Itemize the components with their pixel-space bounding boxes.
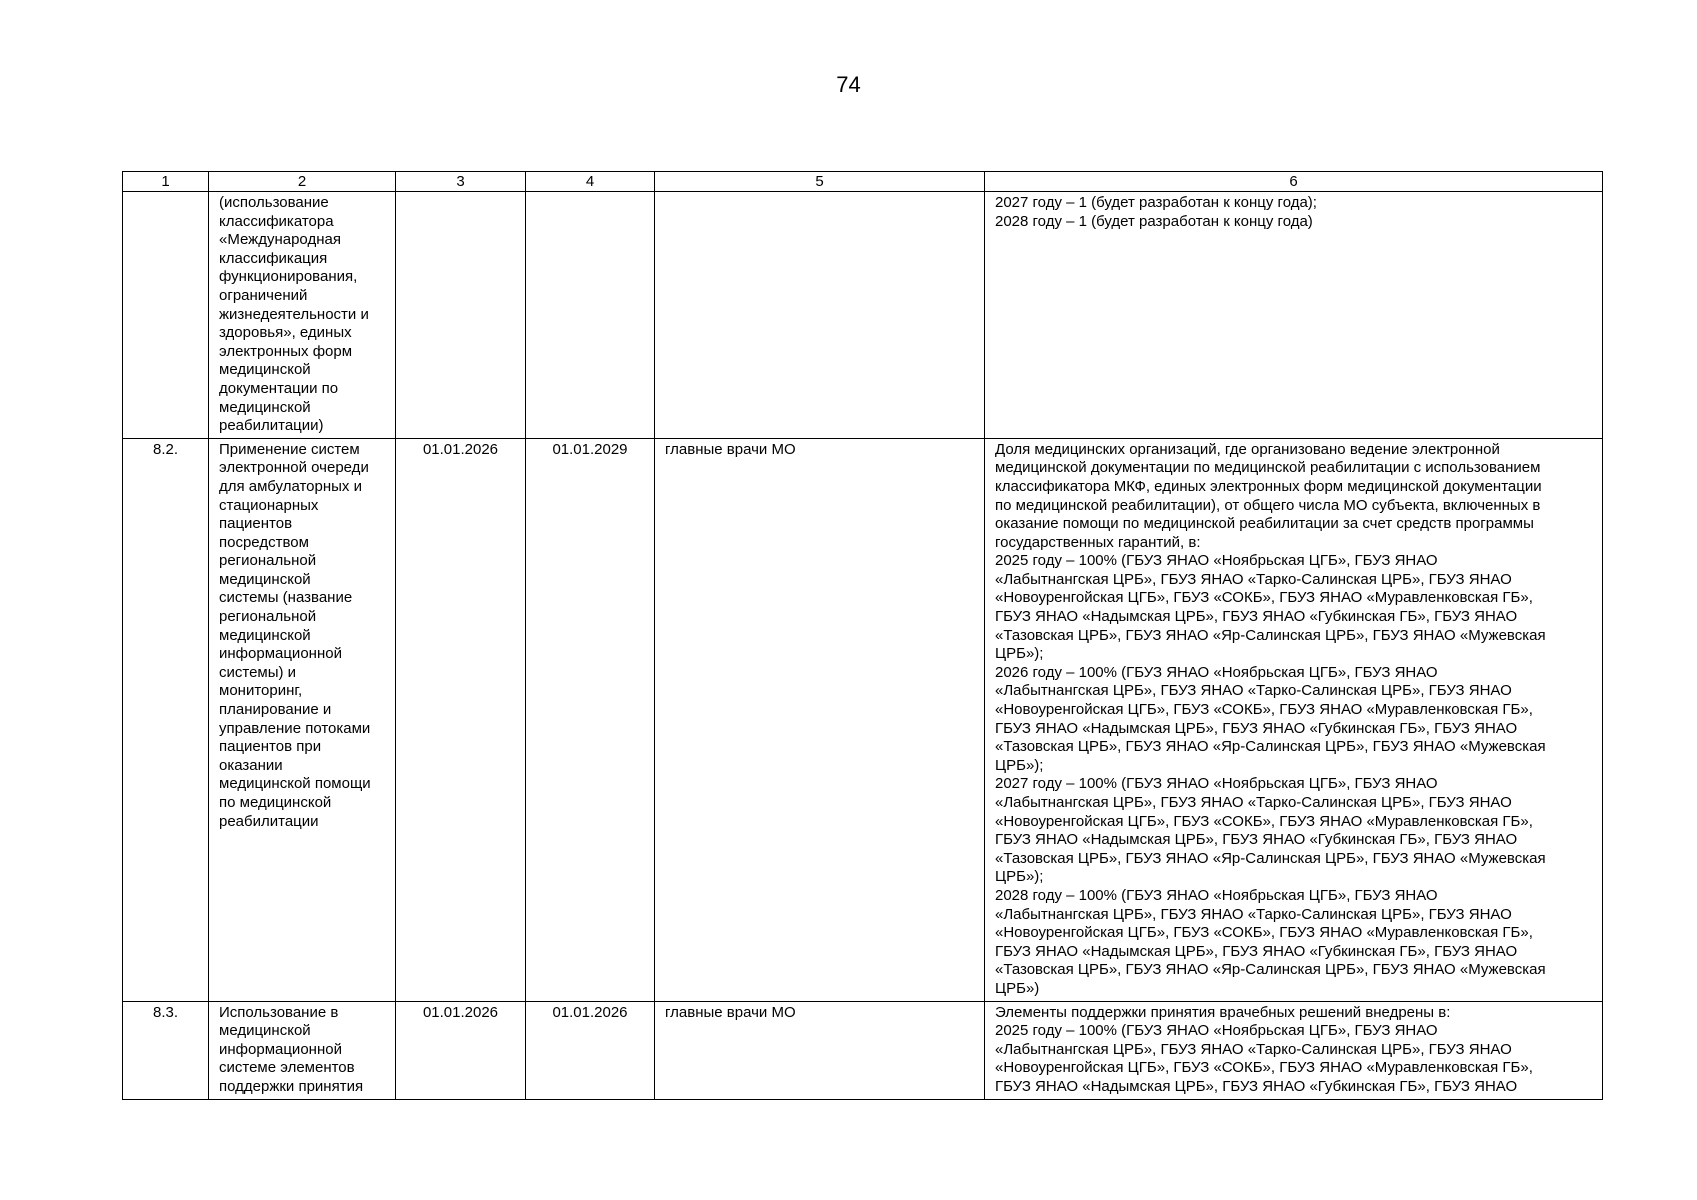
result-cell-line: «Тазовская ЦРБ», ГБУЗ ЯНАО «Яр-Салинская ЦРБ», ГБУЗ ЯНАО «Мужевская [995,961,1546,979]
item-number-cell [123,192,209,439]
result-cell-line: «Лабытнангская ЦРБ», ГБУЗ ЯНАО «Тарко-Салинская ЦРБ», ГБУЗ ЯНАО [995,570,1512,588]
item-number-cell: 8.3. [123,1001,209,1099]
activity-cell-line: электронных форм [219,342,353,360]
measures-table [122,171,1603,1100]
result-cell-line: Доля медицинских организаций, где организовано ведение электронной [995,440,1500,458]
activity-cell-line: медицинской [219,626,311,644]
activity-cell-line: системы) и [219,663,297,681]
result-cell-line: «Новоуренгойская ЦГБ», ГБУЗ «СОКБ», ГБУЗ ЯНАО «Муравленковская ГБ», [995,589,1533,607]
result-cell-line: «Новоуренгойская ЦГБ», ГБУЗ «СОКБ», ГБУЗ ЯНАО «Муравленковская ГБ», [995,924,1533,942]
column-number-row [123,172,1603,192]
result-cell-line: ЦРБ»); [995,756,1044,774]
activity-cell-line: для амбулаторных и [219,477,362,495]
activity-cell-line: ограничений [219,286,308,304]
activity-cell-line: информационной [219,1040,342,1058]
column-number-3: 3 [396,172,526,192]
result-cell-line: ГБУЗ ЯНАО «Надымская ЦРБ», ГБУЗ ЯНАО «Губкинская ГБ», ГБУЗ ЯНАО [995,719,1518,737]
activity-cell-line: медицинской помощи [219,775,371,793]
result-cell-line: «Новоуренгойская ЦГБ», ГБУЗ «СОКБ», ГБУЗ ЯНАО «Муравленковская ГБ», [995,1059,1533,1077]
activity-cell-line: планирование и [219,701,332,719]
result-cell-line: «Новоуренгойская ЦГБ», ГБУЗ «СОКБ», ГБУЗ ЯНАО «Муравленковская ГБ», [995,701,1533,719]
activity-cell-line: оказании [219,756,283,774]
activity-cell-line: посредством [219,533,309,551]
activity-cell-line: поддержки принятия [219,1077,364,1095]
start-date-cell [396,192,526,439]
activity-cell-line: стационарных [219,496,319,514]
activity-cell-line: классификация [219,249,328,267]
activity-cell-line: классификатора [219,212,334,230]
result-cell-line: ЦРБ»); [995,645,1044,663]
activity-cell-line: системы (название [219,589,353,607]
activity-cell-line: управление потоками [219,719,371,737]
activity-cell-line: (использование [219,194,329,211]
activity-cell-line: медицинской [219,570,311,588]
result-cell-line: 2028 году – 100% (ГБУЗ ЯНАО «Ноябрьская ЦГБ», ГБУЗ ЯНАО [995,886,1438,904]
activity-cell-line: электронной очереди [219,459,369,477]
column-number-4: 4 [526,172,655,192]
activity-cell-line: мониторинг, [219,682,303,700]
result-cell-line: 2027 году – 100% (ГБУЗ ЯНАО «Ноябрьская ЦГБ», ГБУЗ ЯНАО [995,775,1438,793]
activity-cell-line: функционирования, [219,268,358,286]
activity-cell-line: документации по [219,379,339,397]
result-cell-line: по медицинской реабилитации), от общего числа МО субъекта, включенных в [995,496,1541,514]
activity-cell [209,438,396,1001]
activity-cell-line: Использование в [219,1003,339,1021]
end-date-cell: 01.01.2029 [526,438,655,1001]
responsible-cell [655,192,985,439]
column-number-6: 6 [985,172,1603,192]
result-cell-line: медицинской документации по медицинской реабилитации с использованием [995,459,1541,477]
column-number-2: 2 [209,172,396,192]
activity-cell-line: здоровья», единых [219,324,352,342]
result-cell-line: «Лабытнангская ЦРБ», ГБУЗ ЯНАО «Тарко-Салинская ЦРБ», ГБУЗ ЯНАО [995,682,1512,700]
page-number: 74 [836,72,861,97]
table-row [123,192,1603,439]
result-cell-line: 2026 году – 100% (ГБУЗ ЯНАО «Ноябрьская ЦГБ», ГБУЗ ЯНАО [995,663,1438,681]
table-row [123,1001,1603,1099]
result-cell-line: 2025 году – 100% (ГБУЗ ЯНАО «Ноябрьская ЦГБ», ГБУЗ ЯНАО [995,1022,1438,1040]
column-number-5: 5 [655,172,985,192]
result-cell-line: ГБУЗ ЯНАО «Надымская ЦРБ», ГБУЗ ЯНАО «Губкинская ГБ», ГБУЗ ЯНАО [995,942,1518,960]
result-cell-line: «Лабытнангская ЦРБ», ГБУЗ ЯНАО «Тарко-Салинская ЦРБ», ГБУЗ ЯНАО [995,794,1512,811]
end-date-cell: 01.01.2026 [526,1001,655,1099]
start-date-cell: 01.01.2026 [396,1001,526,1099]
result-cell-line: ГБУЗ ЯНАО «Надымская ЦРБ», ГБУЗ ЯНАО «Губкинская ГБ», ГБУЗ ЯНАО [995,831,1518,849]
table-row [123,438,1603,1001]
result-cell-line: «Лабытнангская ЦРБ», ГБУЗ ЯНАО «Тарко-Салинская ЦРБ», ГБУЗ ЯНАО [995,1040,1512,1058]
result-cell-line: 2028 году – 1 (будет разработан к концу года) [995,212,1313,230]
result-cell-line: классификатора МКФ, единых электронных форм медицинской документации [995,477,1542,495]
end-date-cell [526,192,655,439]
result-cell [985,1001,1603,1099]
activity-cell-line: региональной [219,552,317,570]
activity-cell-line: медицинской [219,398,311,416]
activity-cell-line: информационной [219,645,342,663]
result-cell-line: «Тазовская ЦРБ», ГБУЗ ЯНАО «Яр-Салинская ЦРБ», ГБУЗ ЯНАО «Мужевская [995,738,1546,756]
result-cell-line: ЦРБ»); [995,868,1044,886]
activity-cell-line: реабилитации) [219,417,324,435]
result-cell-line: «Тазовская ЦРБ», ГБУЗ ЯНАО «Яр-Салинская ЦРБ», ГБУЗ ЯНАО «Мужевская [995,849,1546,867]
result-cell-line: ГБУЗ ЯНАО «Надымская ЦРБ», ГБУЗ ЯНАО «Губкинская ГБ», ГБУЗ ЯНАО [995,1077,1518,1095]
activity-cell-line: медицинской [219,1022,311,1040]
item-number-cell: 8.2. [123,438,209,1001]
activity-cell-line: пациентов при [219,738,322,756]
result-cell-line: ГБУЗ ЯНАО «Надымская ЦРБ», ГБУЗ ЯНАО «Губкинская ГБ», ГБУЗ ЯНАО [995,608,1518,626]
result-cell-line: «Тазовская ЦРБ», ГБУЗ ЯНАО «Яр-Салинская ЦРБ», ГБУЗ ЯНАО «Мужевская [995,626,1546,644]
responsible-cell: главные врачи МО [655,1001,985,1099]
activity-cell-line: жизнедеятельности и [219,305,369,323]
result-cell-line: государственных гарантий, в: [995,533,1201,551]
result-cell-line: оказание помощи по медицинской реабилитации за счет средств программы [995,515,1534,533]
activity-cell-line: «Международная [219,231,341,249]
responsible-cell: главные врачи МО [655,438,985,1001]
start-date-cell: 01.01.2026 [396,438,526,1001]
activity-cell-line: Применение систем [219,440,360,458]
activity-cell-line: реабилитации [219,812,319,830]
activity-cell-line: пациентов [219,515,293,533]
result-cell-line: 2025 году – 100% (ГБУЗ ЯНАО «Ноябрьская ЦГБ», ГБУЗ ЯНАО [995,552,1438,570]
activity-cell [209,1001,396,1099]
result-cell-line: «Новоуренгойская ЦГБ», ГБУЗ «СОКБ», ГБУЗ ЯНАО «Муравленковская ГБ», [995,812,1533,830]
result-cell-line: 2027 году – 1 (будет разработан к концу года); [995,194,1317,211]
activity-cell-line: медицинской [219,361,311,379]
activity-cell [209,192,396,439]
result-cell-line: Элементы поддержки принятия врачебных решений внедрены в: [995,1003,1451,1021]
activity-cell-line: региональной [219,608,317,626]
activity-cell-line: по медицинской [219,794,332,811]
result-cell [985,192,1603,439]
column-number-1: 1 [123,172,209,192]
activity-cell-line: системе элементов [219,1059,355,1077]
result-cell-line: ЦРБ») [995,979,1040,997]
result-cell-line: «Лабытнангская ЦРБ», ГБУЗ ЯНАО «Тарко-Салинская ЦРБ», ГБУЗ ЯНАО [995,905,1512,923]
result-cell [985,438,1603,1001]
